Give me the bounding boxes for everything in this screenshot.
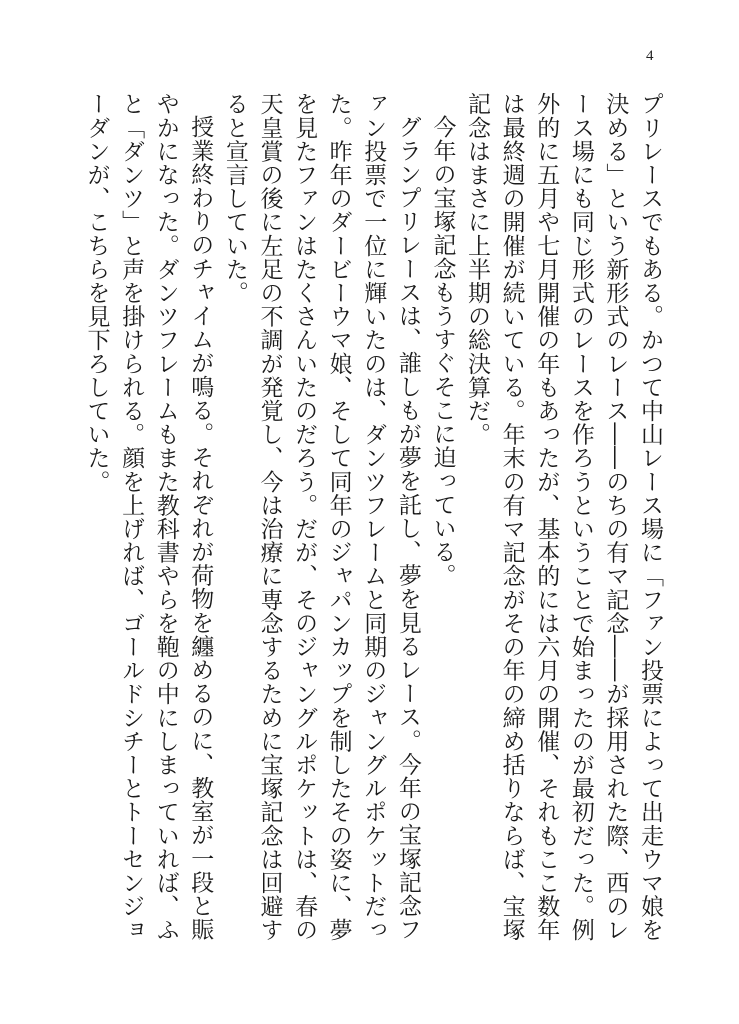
- body-text: [79, 92, 667, 952]
- page-number: 4: [646, 48, 654, 64]
- paragraph-1: プリレースでもある。かつて中山レース場に「ファン投票によって出走ウマ娘を決める」という新形式のレース――のちの有マ記念――が採用された際、西のレース場にも同じ形式のレースを作ろうということで始まったのが最初だった。例外的に五月や七月開催の年もあったが、基本的には六月の開催、それもここ数年は最終週の開催が続いている。年末の有マ記念がその年の締め括りならば、宝塚記念はまさに上半期の総決算だ。: [464, 92, 663, 942]
- paragraph-3: グランプリレースは、誰しもが夢を託し、夢を見るレース。今年の宝塚記念ファン投票で一位に輝いたのは、ダンツフレームと同期のジャングルポケットだった。昨年のダービーウマ娘、そして同年のジャパンカップを制したその姿に、夢を見たファンはたくさんいたのだろう。だが、そのジャングルポケットは、春の天皇賞の後に左足の不調が発覚し、今は治療に専念するために宝塚記念は回避すると宣言していた。: [221, 92, 421, 942]
- paragraph-2: 今年の宝塚記念もうすぐそこに迫っている。: [429, 115, 456, 587]
- paragraph-4: 授業終わりのチャイムが鳴る。それぞれが荷物を纏めるのに、教室が一段と賑やかになった。ダンツフレームもまた教科書やらを鞄の中にしまっていれば、ふと「ダンツ」と声を掛けられる。顔を上げれば、ゴールドシチーとトーセンジョーダンが、こちらを見下ろしていた。: [83, 92, 214, 942]
